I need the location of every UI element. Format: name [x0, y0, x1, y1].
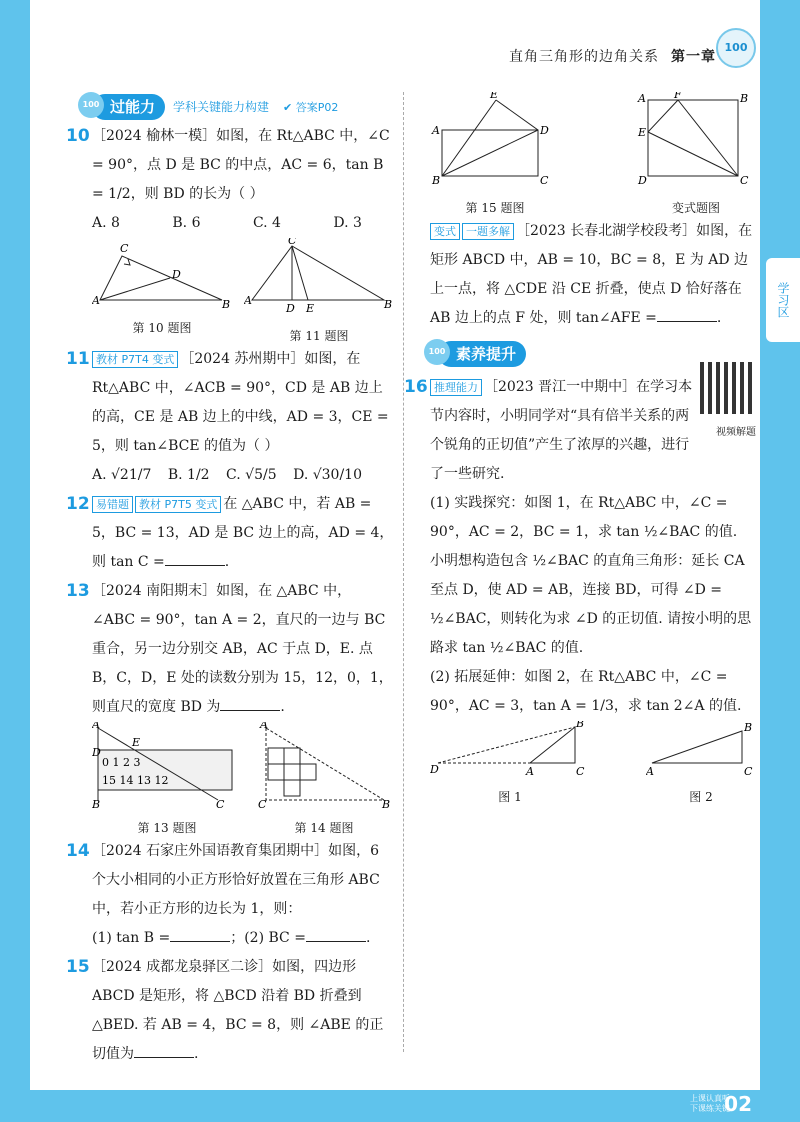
- question-10: [66, 122, 394, 238]
- header-title: 直角三角形的边角关系 第一章: [509, 49, 716, 65]
- question-text: ［2024 榆林一模］如图，在 Rt△ABC 中，∠C = 90°，点 D 是 BC 的中点，AC = 6，tan B = 1/2，则 BD 的长为（ ）: [92, 128, 390, 202]
- figure-caption: 第 15 题图: [465, 201, 525, 215]
- side-tab-study-area[interactable]: 学习区: [766, 258, 800, 342]
- answer-blank-2[interactable]: [306, 927, 366, 942]
- svg-text:B: B: [576, 721, 585, 730]
- option-a: A. 8: [92, 215, 120, 231]
- triangle-figure-16-1: [430, 721, 590, 777]
- svg-text:E: E: [306, 302, 315, 315]
- option-d: D. 3: [333, 215, 362, 231]
- svg-text:C: C: [120, 242, 129, 255]
- svg-text:A: A: [432, 124, 440, 137]
- svg-text:D: D: [540, 124, 549, 137]
- squares-figure-14: [254, 722, 394, 808]
- section-title: 100 过能力: [92, 94, 165, 120]
- svg-text:0 1 2 3: 0 1 2 3: [102, 756, 141, 769]
- answer-blank[interactable]: [165, 551, 225, 566]
- svg-text:B: B: [222, 298, 231, 308]
- svg-text:A: A: [638, 92, 646, 105]
- left-column: [66, 92, 394, 1069]
- ruler-figure-13: [92, 722, 242, 808]
- svg-text:C: C: [576, 765, 585, 777]
- skill-tag: 推理能力: [430, 379, 482, 396]
- question-text: ［2024 石家庄外国语教育集团期中］如图，6 个大小相同的小正方形恰好放置在三角形 ABC 中，若小正方形的边长为 1，则：: [92, 843, 380, 917]
- options: [92, 209, 362, 238]
- svg-text:B: B: [740, 92, 749, 105]
- question-14: [66, 837, 394, 953]
- option-b: B. 6: [172, 215, 201, 231]
- question-parts: (1) tan B = ；(2) BC = .: [92, 924, 394, 953]
- svg-text:D: D: [286, 302, 295, 315]
- figure-caption: 第 11 题图: [289, 329, 349, 343]
- source-tag: 教材 P7T5 变式: [135, 496, 221, 513]
- question-text: 变式 一题多解 ［2023 长春北湖学校段考］如图，在矩形 ABCD 中，AB = 10，BC = 8，E 为 AD 边上一点，将 △CDE 沿 CE 折叠，使点 D 恰好落在 AB 边上的点 F 处，则 tan∠AFE = .: [430, 223, 753, 326]
- figure-10: [92, 238, 232, 345]
- page: [30, 0, 760, 1090]
- question-number: 13: [66, 581, 90, 601]
- method-tag: 一题多解: [462, 223, 514, 240]
- question-number: 12: [66, 494, 90, 514]
- option-c: C. √5/5: [226, 467, 277, 483]
- svg-text:B: B: [382, 798, 391, 808]
- question-intro: 推理能力 ［2023 晋江一中期中］在学习本节内容时，小明同学对“具有倍半关系的两个锐角的正切值”产生了浓厚的兴趣，进行了一些研究.: [430, 379, 693, 482]
- svg-text:C: C: [740, 174, 749, 187]
- logo-badge: 100: [716, 28, 756, 68]
- svg-text:A: A: [260, 722, 268, 731]
- qr-code[interactable]: [700, 362, 752, 414]
- rectangle-figure-15: [430, 92, 560, 188]
- svg-text:B: B: [384, 298, 393, 311]
- svg-text:E: E: [490, 92, 499, 101]
- question-number: 15: [66, 957, 90, 977]
- figure-caption: 图 2: [689, 790, 713, 804]
- variant-tag: 变式: [430, 223, 460, 240]
- section-title: 100 素养提升: [438, 341, 526, 367]
- question-number: 10: [66, 126, 90, 146]
- svg-text:C: C: [258, 798, 267, 808]
- question-16-part2: (2) 拓展延伸：如图 2，在 Rt△ABC 中，∠C = 90°，AC = 3，tan A = 1/3，求 tan 2∠A 的值.: [430, 669, 742, 714]
- option-c: C. 4: [252, 215, 281, 231]
- svg-text:E: E: [132, 736, 141, 749]
- figure-caption: 图 1: [498, 790, 522, 804]
- svg-text:A: A: [92, 294, 100, 307]
- question-15: [66, 953, 394, 1069]
- svg-text:A: A: [646, 765, 654, 777]
- page-header: [30, 0, 760, 78]
- svg-text:15 14 13 12: 15 14 13 12: [102, 774, 169, 787]
- figure-16-1: [430, 721, 590, 806]
- option-d: D. √30/10: [293, 467, 362, 483]
- figure-11: [244, 238, 394, 345]
- question-13: [66, 577, 394, 722]
- question-text: 教材 P7T4 变式 ［2024 苏州期中］如图，在 Rt△ABC 中，∠ACB = 90°，CD 是 AB 边上的高，CE 是 AB 边上的中线，AD = 3，CE = 5，则 tan∠BCE 的值为（ ）: [92, 351, 389, 454]
- question-text: 易错题 教材 P7T5 变式 在 △ABC 中，若 AB = 5，BC = 13，AD 是 BC 边上的高，AD = 4，则 tan C = .: [92, 496, 394, 570]
- triangle-figure-10: [92, 238, 232, 308]
- answer-blank[interactable]: [220, 696, 280, 711]
- figure-14: [254, 722, 394, 837]
- svg-text:D: D: [92, 746, 101, 759]
- chapter-label: 第一章: [671, 49, 716, 65]
- svg-text:A: A: [526, 765, 534, 777]
- figure-caption: 变式题图: [671, 201, 720, 215]
- footer-slogan: 上课认真听 下课练关键: [690, 1094, 730, 1113]
- question-number: 16: [404, 377, 428, 397]
- question-16-part1: (1) 实践探究：如图 1，在 Rt△ABC 中，∠C = 90°，AC = 2，BC = 1，求 tan ½∠BAC 的值.: [430, 495, 738, 540]
- svg-text:C: C: [744, 765, 753, 777]
- figure-16-2: [646, 721, 756, 806]
- triangle-figure-11: [244, 238, 394, 316]
- page-number: 02: [724, 1092, 752, 1116]
- svg-text:A: A: [92, 722, 100, 731]
- svg-text:B: B: [744, 721, 753, 734]
- svg-text:D: D: [638, 174, 647, 187]
- question-number: 14: [66, 841, 90, 861]
- svg-text:D: D: [430, 763, 439, 776]
- question-11: [66, 345, 394, 490]
- figure-variant: [636, 92, 756, 217]
- figures-10-11: [92, 238, 394, 345]
- svg-text:F: F: [674, 92, 682, 101]
- figure-15: [430, 92, 560, 217]
- svg-text:E: E: [638, 126, 647, 139]
- svg-text:C: C: [540, 174, 549, 187]
- section-subtitle: 学科关键能力构建: [173, 99, 270, 114]
- svg-text:B: B: [432, 174, 441, 187]
- answer-blank[interactable]: [657, 307, 717, 322]
- figures-16: [430, 721, 756, 806]
- answer-blank-1[interactable]: [170, 927, 230, 942]
- figures-13-14: [92, 722, 394, 837]
- option-a: A. √21/7: [92, 467, 152, 483]
- right-column: [404, 92, 756, 806]
- svg-text:C: C: [216, 798, 225, 808]
- section-header-ability: [92, 92, 394, 122]
- variant-question: [430, 217, 756, 333]
- question-text: ［2024 南阳期末］如图，在 △ABC 中，∠ABC = 90°，tan A = 2，直尺的一边与 BC 重合，另一边分别交 AB，AC 于点 D，E. 点 B，C，D，E 处的读数分别为 15，12，0，1，则直尺的宽度 BD 为 .: [92, 583, 393, 715]
- source-tag: 教材 P7T4 变式: [92, 351, 178, 368]
- qr-label: 视频解题: [716, 427, 756, 438]
- question-16-part1-hint: 小明想构造包含 ½∠BAC 的直角三角形：延长 CA 至点 D，使 AD = AB，连接 BD，可得 ∠D = ½∠BAC，则转化为求 ∠D 的正切值. 请按小明的思路求 tan ½∠BAC 的值.: [430, 553, 752, 656]
- figure-caption: 第 10 题图: [132, 321, 192, 335]
- question-number: 11: [66, 349, 90, 369]
- figure-caption: 第 14 题图: [294, 821, 354, 835]
- option-b: B. 1/2: [167, 467, 210, 483]
- svg-text:A: A: [244, 294, 252, 307]
- rectangle-figure-variant: [636, 92, 756, 188]
- answer-ref: ✔ 答案P02: [283, 100, 339, 114]
- svg-text:B: B: [92, 798, 101, 808]
- figures-15: [430, 92, 756, 217]
- svg-text:C: C: [288, 238, 297, 247]
- column-divider: [403, 92, 404, 1052]
- answer-blank[interactable]: [134, 1043, 194, 1058]
- question-12: [66, 490, 394, 577]
- figure-13: [92, 722, 242, 837]
- figure-caption: 第 13 题图: [137, 821, 197, 835]
- svg-text:D: D: [172, 268, 181, 281]
- question-text: ［2024 成都龙泉驿区二诊］如图，四边形 ABCD 是矩形，将 △BCD 沿着 BD 折叠到 △BED. 若 AB = 4，BC = 8，则 ∠ABE 的正切值为 .: [92, 959, 384, 1062]
- difficulty-tag: 易错题: [92, 496, 133, 513]
- triangle-figure-16-2: [646, 721, 756, 777]
- options: [92, 461, 362, 490]
